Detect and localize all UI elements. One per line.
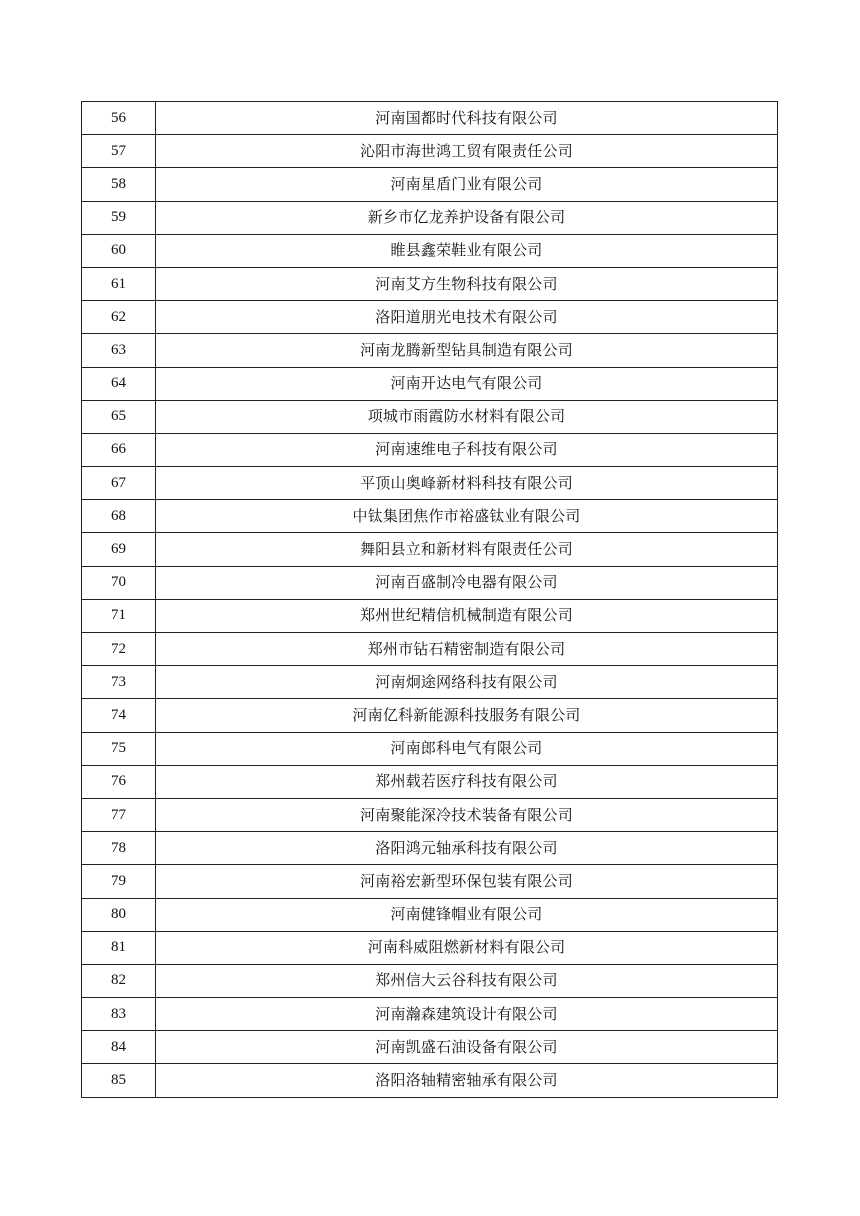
table-row <box>82 566 778 599</box>
row-number: 62 <box>82 301 156 334</box>
table-row <box>82 964 778 997</box>
company-name: 河南裕宏新型环保包装有限公司 <box>156 865 778 898</box>
table-row <box>82 301 778 334</box>
row-number: 73 <box>82 666 156 699</box>
table-row <box>82 765 778 798</box>
row-number: 83 <box>82 998 156 1031</box>
company-list-table <box>81 101 778 1098</box>
company-name: 河南星盾门业有限公司 <box>156 168 778 201</box>
table-row <box>82 467 778 500</box>
table-row <box>82 832 778 865</box>
company-name: 洛阳洛轴精密轴承有限公司 <box>156 1064 778 1097</box>
company-name: 河南凯盛石油设备有限公司 <box>156 1031 778 1064</box>
company-name: 新乡市亿龙养护设备有限公司 <box>156 201 778 234</box>
company-name: 河南健锋帽业有限公司 <box>156 898 778 931</box>
table-row <box>82 798 778 831</box>
table-row <box>82 1064 778 1097</box>
company-name: 河南科威阻燃新材料有限公司 <box>156 931 778 964</box>
row-number: 81 <box>82 931 156 964</box>
company-name: 中钛集团焦作市裕盛钛业有限公司 <box>156 500 778 533</box>
table-row <box>82 433 778 466</box>
row-number: 59 <box>82 201 156 234</box>
row-number: 75 <box>82 732 156 765</box>
table-row <box>82 633 778 666</box>
row-number: 85 <box>82 1064 156 1097</box>
table-row <box>82 898 778 931</box>
table-row <box>82 201 778 234</box>
company-list-body <box>82 102 778 1098</box>
table-row <box>82 135 778 168</box>
company-name: 郑州载若医疗科技有限公司 <box>156 765 778 798</box>
company-name: 平顶山奥峰新材料科技有限公司 <box>156 467 778 500</box>
row-number: 79 <box>82 865 156 898</box>
row-number: 66 <box>82 433 156 466</box>
company-name: 沁阳市海世鸿工贸有限责任公司 <box>156 135 778 168</box>
table-row <box>82 599 778 632</box>
row-number: 80 <box>82 898 156 931</box>
table-row <box>82 367 778 400</box>
row-number: 64 <box>82 367 156 400</box>
table-row <box>82 732 778 765</box>
row-number: 63 <box>82 334 156 367</box>
company-name: 睢县鑫荣鞋业有限公司 <box>156 234 778 267</box>
company-name: 河南炯途网络科技有限公司 <box>156 666 778 699</box>
company-name: 舞阳县立和新材料有限责任公司 <box>156 533 778 566</box>
table-row <box>82 865 778 898</box>
company-name: 河南龙腾新型钻具制造有限公司 <box>156 334 778 367</box>
table-row <box>82 666 778 699</box>
row-number: 67 <box>82 467 156 500</box>
table-row <box>82 699 778 732</box>
table-row <box>82 1031 778 1064</box>
table-row <box>82 400 778 433</box>
company-name: 河南瀚森建筑设计有限公司 <box>156 998 778 1031</box>
row-number: 69 <box>82 533 156 566</box>
row-number: 72 <box>82 633 156 666</box>
row-number: 82 <box>82 964 156 997</box>
row-number: 57 <box>82 135 156 168</box>
row-number: 71 <box>82 599 156 632</box>
company-name: 河南开达电气有限公司 <box>156 367 778 400</box>
table-row <box>82 931 778 964</box>
row-number: 74 <box>82 699 156 732</box>
table-row <box>82 267 778 300</box>
company-name: 河南速维电子科技有限公司 <box>156 433 778 466</box>
row-number: 78 <box>82 832 156 865</box>
row-number: 68 <box>82 500 156 533</box>
row-number: 77 <box>82 798 156 831</box>
company-name: 河南百盛制冷电器有限公司 <box>156 566 778 599</box>
company-name: 郑州信大云谷科技有限公司 <box>156 964 778 997</box>
row-number: 70 <box>82 566 156 599</box>
company-name: 洛阳鸿元轴承科技有限公司 <box>156 832 778 865</box>
table-row <box>82 168 778 201</box>
row-number: 84 <box>82 1031 156 1064</box>
company-name: 河南郎科电气有限公司 <box>156 732 778 765</box>
row-number: 76 <box>82 765 156 798</box>
company-name: 郑州市钻石精密制造有限公司 <box>156 633 778 666</box>
company-name: 河南亿科新能源科技服务有限公司 <box>156 699 778 732</box>
table-row <box>82 234 778 267</box>
row-number: 60 <box>82 234 156 267</box>
table-row <box>82 102 778 135</box>
row-number: 56 <box>82 102 156 135</box>
table-row <box>82 500 778 533</box>
table-row <box>82 334 778 367</box>
table-row <box>82 998 778 1031</box>
company-name: 洛阳道朋光电技术有限公司 <box>156 301 778 334</box>
company-name: 郑州世纪精信机械制造有限公司 <box>156 599 778 632</box>
company-name: 项城市雨霞防水材料有限公司 <box>156 400 778 433</box>
company-name: 河南国都时代科技有限公司 <box>156 102 778 135</box>
row-number: 61 <box>82 267 156 300</box>
row-number: 58 <box>82 168 156 201</box>
row-number: 65 <box>82 400 156 433</box>
company-name: 河南聚能深冷技术装备有限公司 <box>156 798 778 831</box>
table-row <box>82 533 778 566</box>
company-name: 河南艾方生物科技有限公司 <box>156 267 778 300</box>
